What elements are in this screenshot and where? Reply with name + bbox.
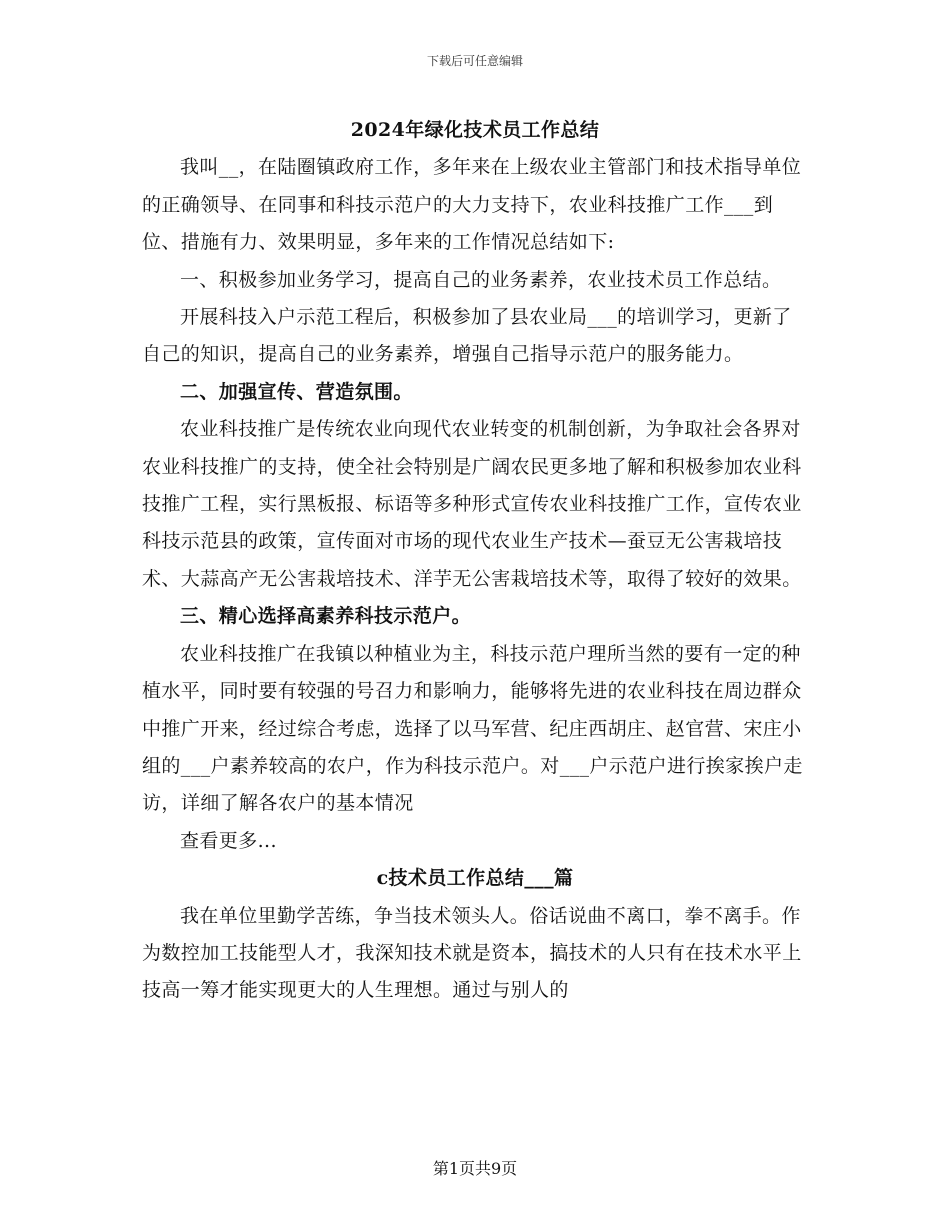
section-one-heading: 一、积极参加业务学习，提高自己的业务素养，农业技术员工作总结。 (180, 268, 782, 291)
section-two-heading: 二、加强宣传、营造氛围。 (180, 380, 413, 403)
paragraph-demonstration-households: 农业科技推广在我镇以种植业为主，科技示范户理所当然的要有一定的种植水平，同时要有较强的号召力和影响力，能够将先进的农业科技在周边群众中推广开来，经过综合考虑，选择了以马军营、纪庄西胡庄、赵官营、宋庄小组的___户素养较高的农户，作为科技示范户。对___户示范户进行挨家挨户走访，详细了解各农户的基本情况 (142, 642, 803, 815)
second-article-title: c技术员工作总结___篇 (376, 867, 574, 890)
paragraph-publicity: 农业科技推广是传统农业向现代农业转变的机制创新，为争取社会各界对农业科技推广的支持，使全社会特别是广阔农民更多地了解和积极参加农业科技推广工程，实行黑板报、标语等多种形式宣传农业科技推广工作，宣传农业科技示范县的政策，宣传面对市场的现代农业生产技术—蚕豆无公害栽培技术、大蒜高产无公害栽培技术、洋芋无公害栽培技术等，取得了较好的效果。 (142, 418, 802, 590)
document-title: 2024年绿化技术员工作总结 (350, 119, 600, 141)
section-three-heading: 三、精心选择高素养科技示范户。 (180, 605, 472, 628)
document-body (142, 112, 808, 1010)
paragraph-intro: 我叫__，在陆圈镇政府工作，多年来在上级农业主管部门和技术指导单位的正确领导、在同事和科技示范户的大力支持下，农业科技推广工作___到位、措施有力、效果明显，多年来的工作情况总结如下: (142, 156, 802, 254)
view-more-link[interactable]: 查看更多... (180, 829, 277, 852)
paragraph-technician-study: 我在单位里勤学苦练，争当技术领头人。俗话说曲不离口，拳不离手。作为数控加工技能型人才，我深知技术就是资本，搞技术的人只有在技术水平上技高一筹才能实现更大的人生理想。通过与别人的 (142, 904, 802, 1002)
header-note: 下载后可任意编辑 (426, 54, 523, 68)
page-number: 第1页共9页 (432, 1159, 518, 1178)
paragraph-training: 开展科技入户示范工程后，积极参加了县农业局___的培训学习，更新了自己的知识，提高自己的业务素养，增强自己指导示范户的服务能力。 (142, 306, 792, 366)
